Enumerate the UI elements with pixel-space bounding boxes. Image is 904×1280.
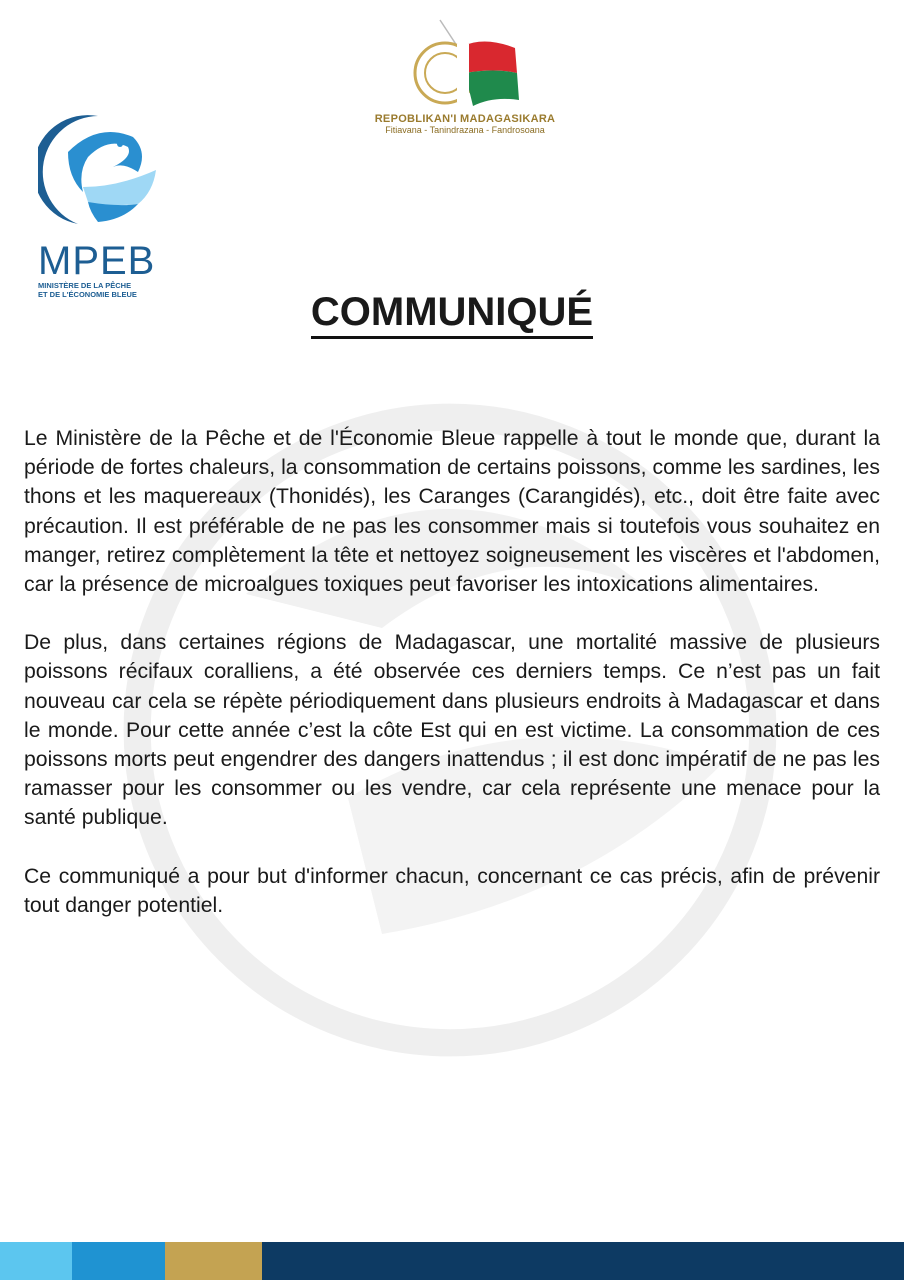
page-title: COMMUNIQUÉ bbox=[0, 290, 904, 335]
communique-body bbox=[24, 424, 880, 949]
ministry-name-line2: ET DE L'ÉCONOMIE BLEUE bbox=[38, 290, 137, 299]
fish-logo-icon bbox=[38, 112, 158, 232]
paragraph: Le Ministère de la Pêche et de l'Économie Bleue rappelle à tout le monde que, durant la période de fortes chaleurs, la consommation de certains poissons, comme les sardines, les thons et les maquereaux (Thonidés), les Caranges (Carangidés), etc., doit être faite avec précaution. Il est préférable de ne pas les consommer mais si toutefois vous souhaitez en manger, retirez complètement la tête et nettoyez soigneusement les viscères et l'abdomen, car la présence de microalgues toxiques peut favoriser les intoxications alimentaires. bbox=[24, 427, 880, 597]
footer-color-bar bbox=[0, 1242, 904, 1280]
paragraph: De plus, dans certaines régions de Madagascar, une mortalité massive de plusieurs poissons récifaux coralliens, a été observée ces derniers temps. Ce n’est pas un fait nouveau car cela se répète périodiquement dans plusieurs endroits à Madagascar et dans le monde. Pour cette année c’est la côte Est qui en est victime. La consommation de ces poissons morts peut engendrer des dangers inattendus ; il est donc impératif de ne pas les ramasser pour les consommer ou les vendre, car cela représente une menace pour la santé publique. bbox=[24, 631, 880, 830]
footer-segment bbox=[72, 1242, 165, 1280]
paragraph: Ce communiqué a pour but d'informer chacun, concernant ce cas précis, afin de prévenir tout danger potentiel. bbox=[24, 864, 880, 917]
ministry-logo bbox=[38, 112, 163, 299]
ministry-name-line1: MINISTÈRE DE LA PÊCHE bbox=[38, 281, 132, 290]
republic-emblem bbox=[355, 18, 575, 135]
footer-segment bbox=[0, 1242, 72, 1280]
gov-title: REPOBLIKAN'I MADAGASIKARA bbox=[374, 113, 556, 125]
ministry-acronym: MPEB bbox=[38, 239, 156, 283]
footer-segment bbox=[165, 1242, 262, 1280]
emblem-flag-icon bbox=[405, 18, 525, 106]
gov-motto: Fitiavana - Tanindrazana - Fandrosoana bbox=[385, 125, 545, 135]
footer-segment bbox=[262, 1242, 904, 1280]
